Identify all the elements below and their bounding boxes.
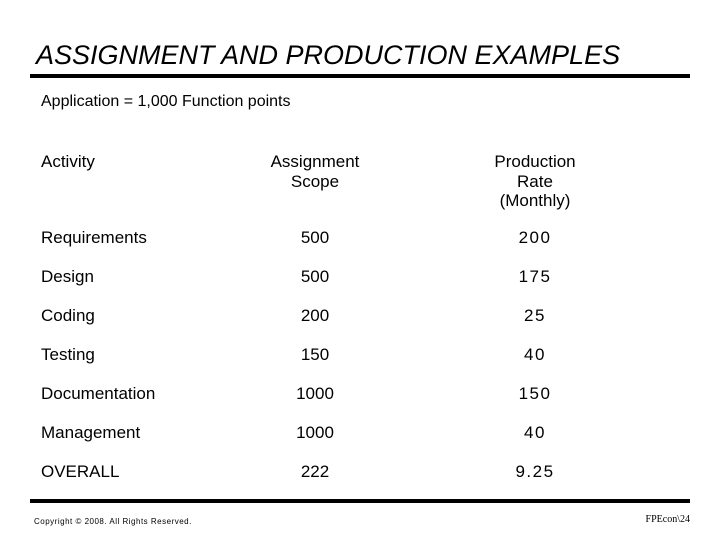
cell-assignment-scope: 150 xyxy=(300,345,330,364)
cell-assignment-scope: 1000 xyxy=(296,423,334,442)
slide-reference: FPEcon\24 xyxy=(645,514,690,525)
header-production-rate xyxy=(460,152,610,211)
cell-activity: Documentation xyxy=(41,384,156,403)
copyright-notice: Copyright © 2008. All Rights Reserved. xyxy=(34,517,192,526)
table-row xyxy=(0,304,720,343)
cell-production-rate: 150 xyxy=(518,384,552,403)
table-row xyxy=(0,226,720,265)
table-row xyxy=(0,421,720,460)
cell-assignment-scope: 500 xyxy=(300,267,330,286)
cell-assignment-scope: 200 xyxy=(300,306,330,325)
table-row-overall xyxy=(0,460,720,499)
cell-activity: OVERALL xyxy=(41,462,120,481)
cell-assignment-scope: 1000 xyxy=(296,384,334,403)
header-rate-line-3: (Monthly) xyxy=(499,191,571,210)
cell-activity: Management xyxy=(41,423,141,442)
table-row xyxy=(0,343,720,382)
cell-activity: Coding xyxy=(41,306,95,325)
header-scope-line-2: Scope xyxy=(290,171,340,191)
cell-activity: Requirements xyxy=(41,228,147,247)
cell-production-rate: 200 xyxy=(518,228,552,247)
table-row xyxy=(0,382,720,421)
cell-production-rate: 40 xyxy=(524,345,546,364)
title-divider xyxy=(30,74,690,78)
activity-table xyxy=(0,226,720,499)
header-rate-line-2: Rate xyxy=(517,171,553,191)
cell-assignment-scope: 222 xyxy=(300,462,330,481)
header-scope-line-1: Assignment xyxy=(270,152,360,171)
page-title: ASSIGNMENT AND PRODUCTION EXAMPLES xyxy=(36,40,621,70)
table-row xyxy=(0,265,720,304)
cell-activity: Testing xyxy=(41,345,95,364)
cell-production-rate: 9.25 xyxy=(515,462,555,481)
cell-production-rate: 25 xyxy=(524,306,546,325)
header-assignment-scope xyxy=(240,152,390,191)
cell-production-rate: 40 xyxy=(524,423,546,442)
footer-divider xyxy=(30,499,690,503)
header-rate-line-1: Production xyxy=(494,152,576,171)
cell-production-rate: 175 xyxy=(518,267,552,286)
header-activity-label: Activity xyxy=(41,152,95,171)
header-activity xyxy=(41,152,95,172)
cell-activity: Design xyxy=(41,267,94,286)
subtitle: Application = 1,000 Function points xyxy=(41,93,291,110)
cell-assignment-scope: 500 xyxy=(300,228,330,247)
